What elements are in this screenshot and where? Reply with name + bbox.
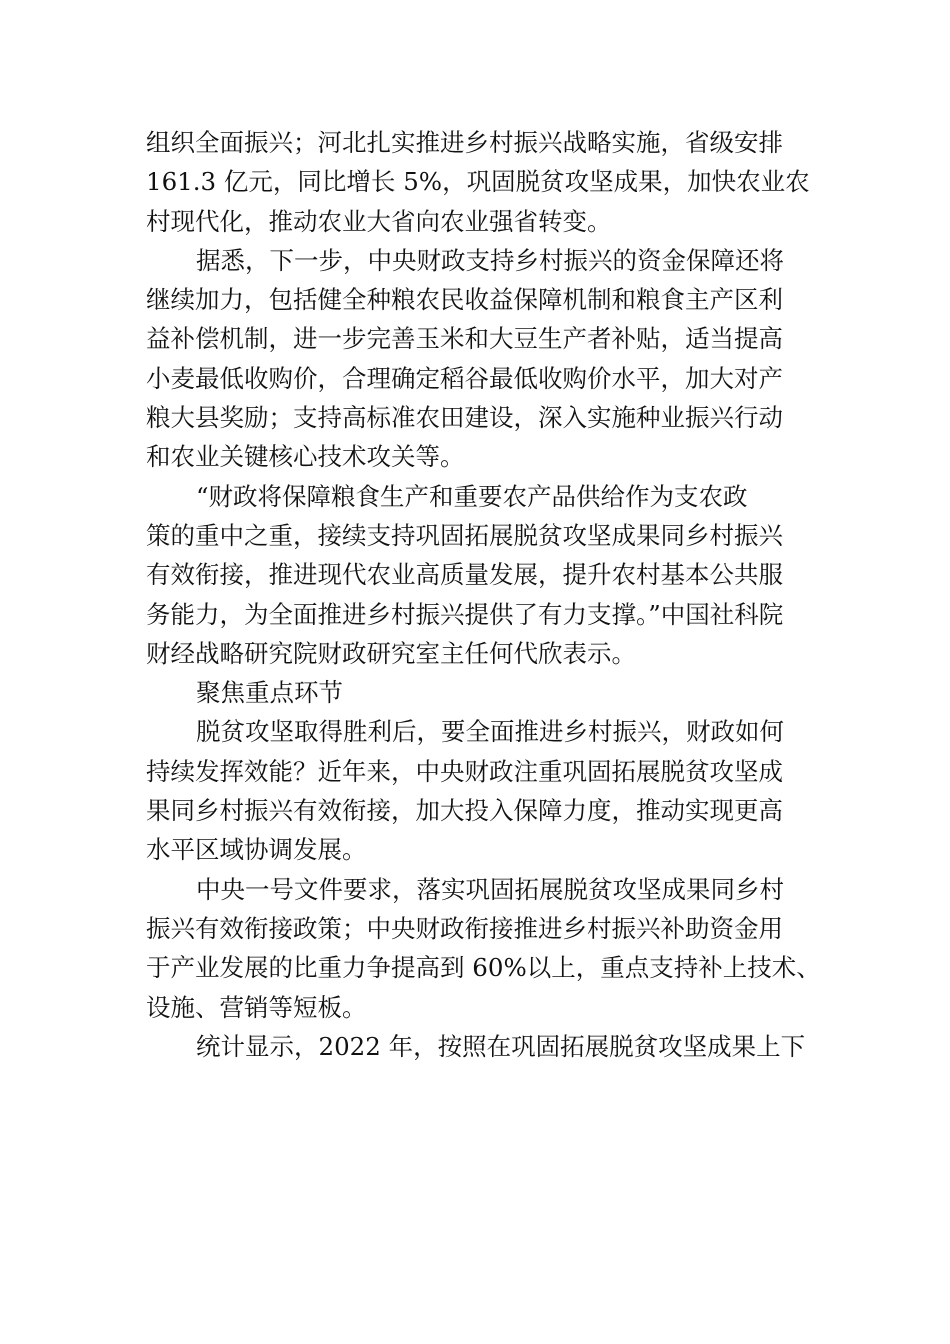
text-line: 脱贫攻坚取得胜利后，要全面推进乡村振兴，财政如何 (196, 717, 784, 747)
text-line: 益补偿机制，进一步完善玉米和大豆生产者补贴，适当提高 (146, 324, 783, 354)
text-line: 有效衔接，推进现代农业高质量发展，提升农村基本公共服 (146, 560, 783, 590)
text-line: 和农业关键核心技术攻关等。 (146, 442, 465, 472)
text-line: 中央一号文件要求，落实巩固拓展脱贫攻坚成果同乡村 (196, 874, 784, 904)
text-line: 据悉，下一步，中央财政支持乡村振兴的资金保障还将 (196, 245, 784, 275)
text-line: 务能力，为全面推进乡村振兴提供了有力支撑。”中国社科院 (146, 599, 784, 629)
text-line: 组织全面振兴；河北扎实推进乡村振兴战略实施，省级安排 (146, 128, 783, 157)
text-line: 财经战略研究院财政研究室主任何代欣表示。 (146, 638, 636, 668)
text-line: 粮大县奖励；支持高标准农田建设，深入实施种业振兴行动 (146, 403, 783, 433)
text-line: 持续发挥效能？近年来，中央财政注重巩固拓展脱贫攻坚成 (146, 756, 783, 786)
text-line: 振兴有效衔接政策；中央财政衔接推进乡村振兴补助资金用 (146, 913, 783, 943)
text-line: 161.3 亿元，同比增长 5%，巩固脱贫攻坚成果，加快农业农 (146, 167, 810, 197)
text-line: 策的重中之重，接续支持巩固拓展脱贫攻坚成果同乡村振兴 (146, 520, 783, 550)
text-line: 统计显示，2022 年，按照在巩固拓展脱贫攻坚成果上下 (196, 1031, 806, 1061)
text-line: 水平区域协调发展。 (146, 835, 367, 865)
text-line: 聚焦重点环节 (196, 678, 343, 708)
text-line: 于产业发展的比重力争提高到 60%以上，重点支持补上技术、 (146, 953, 821, 983)
text-line: 设施、营销等短板。 (146, 992, 367, 1022)
text-line: “财政将保障粮食生产和重要农产品供给作为支农政 (196, 481, 748, 511)
text-line: 果同乡村振兴有效衔接，加大投入保障力度，推动实现更高 (146, 796, 783, 826)
text-line: 小麦最低收购价，合理确定稻谷最低收购价水平，加大对产 (146, 363, 783, 393)
article-body (146, 123, 821, 1066)
text-line: 继续加力，包括健全种粮农民收益保障机制和粮食主产区利 (146, 285, 783, 315)
text-line: 村现代化，推动农业大省向农业强省转变。 (146, 206, 612, 236)
